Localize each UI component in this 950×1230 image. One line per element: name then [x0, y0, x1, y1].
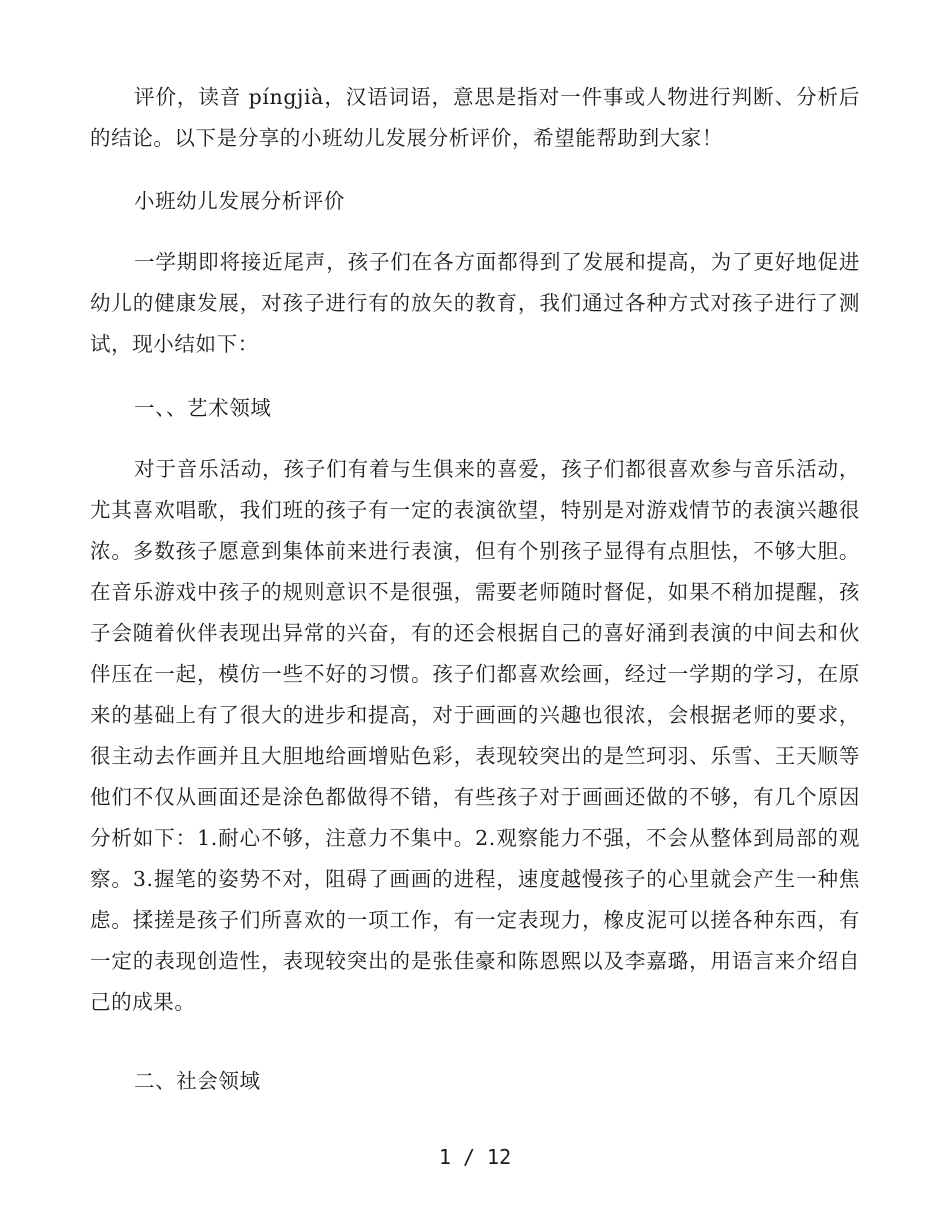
opening-paragraph: 一学期即将接近尾声，孩子们在各方面都得到了发展和提高，为了更好地促进幼儿的健康发展，对孩子进行有的放矢的教育，我们通过各种方式对孩子进行了测试，现小结如下：	[90, 250, 860, 356]
document-title: 小班幼儿发展分析评价	[134, 189, 345, 213]
intro-paragraph: 评价，读音 píngjià，汉语词语，意思是指对一件事或人物进行判断、分析后的结论。以下是分享的小班幼儿发展分析评价，希望能帮助到大家！	[90, 85, 860, 150]
page-number: 1 / 12	[438, 1145, 512, 1169]
section-heading-art: 一、、艺术领域	[134, 396, 272, 420]
section-heading-social: 二、社会领域	[134, 1069, 261, 1093]
section-body-art: 对于音乐活动，孩子们有着与生俱来的喜爱，孩子们都很喜欢参与音乐活动，尤其喜欢唱歌，我们班的孩子有一定的表演欲望，特别是对游戏情节的表演兴趣很浓。多数孩子愿意到集体前来进行表演，但有个别孩子显得有点胆怯，不够大胆。在音乐游戏中孩子的规则意识不是很强，需要老师随时督促，如果不稍加提醒，孩子会随着伙伴表现出异常的兴奋，有的还会根据自己的喜好涌到表演的中间去和伙伴压在一起，模仿一些不好的习惯。孩子们都喜欢绘画，经过一学期的学习，在原来的基础上有了很大的进步和提高，对于画画的兴趣也很浓，会根据老师的要求，很主动去作画并且大胆地给画增贴色彩，表现较突出的是竺珂羽、乐雪、王天顺等他们不仅从画面还是涂色都做得不错，有些孩子对于画画还做的不够，有几个原因分析如下：1.耐心不够，注意力不集中。2.观察能力不强，不会从整体到局部的观察。3.握笔的姿势不对，阻碍了画画的进程，速度越慢孩子的心里就会产生一种焦虑。揉搓是孩子们所喜欢的一项工作，有一定表现力，橡皮泥可以搓各种东西，有一定的表现创造性，表现较突出的是张佳豪和陈恩熙以及李嘉璐，用语言来介绍自己的成果。	[90, 457, 860, 1014]
